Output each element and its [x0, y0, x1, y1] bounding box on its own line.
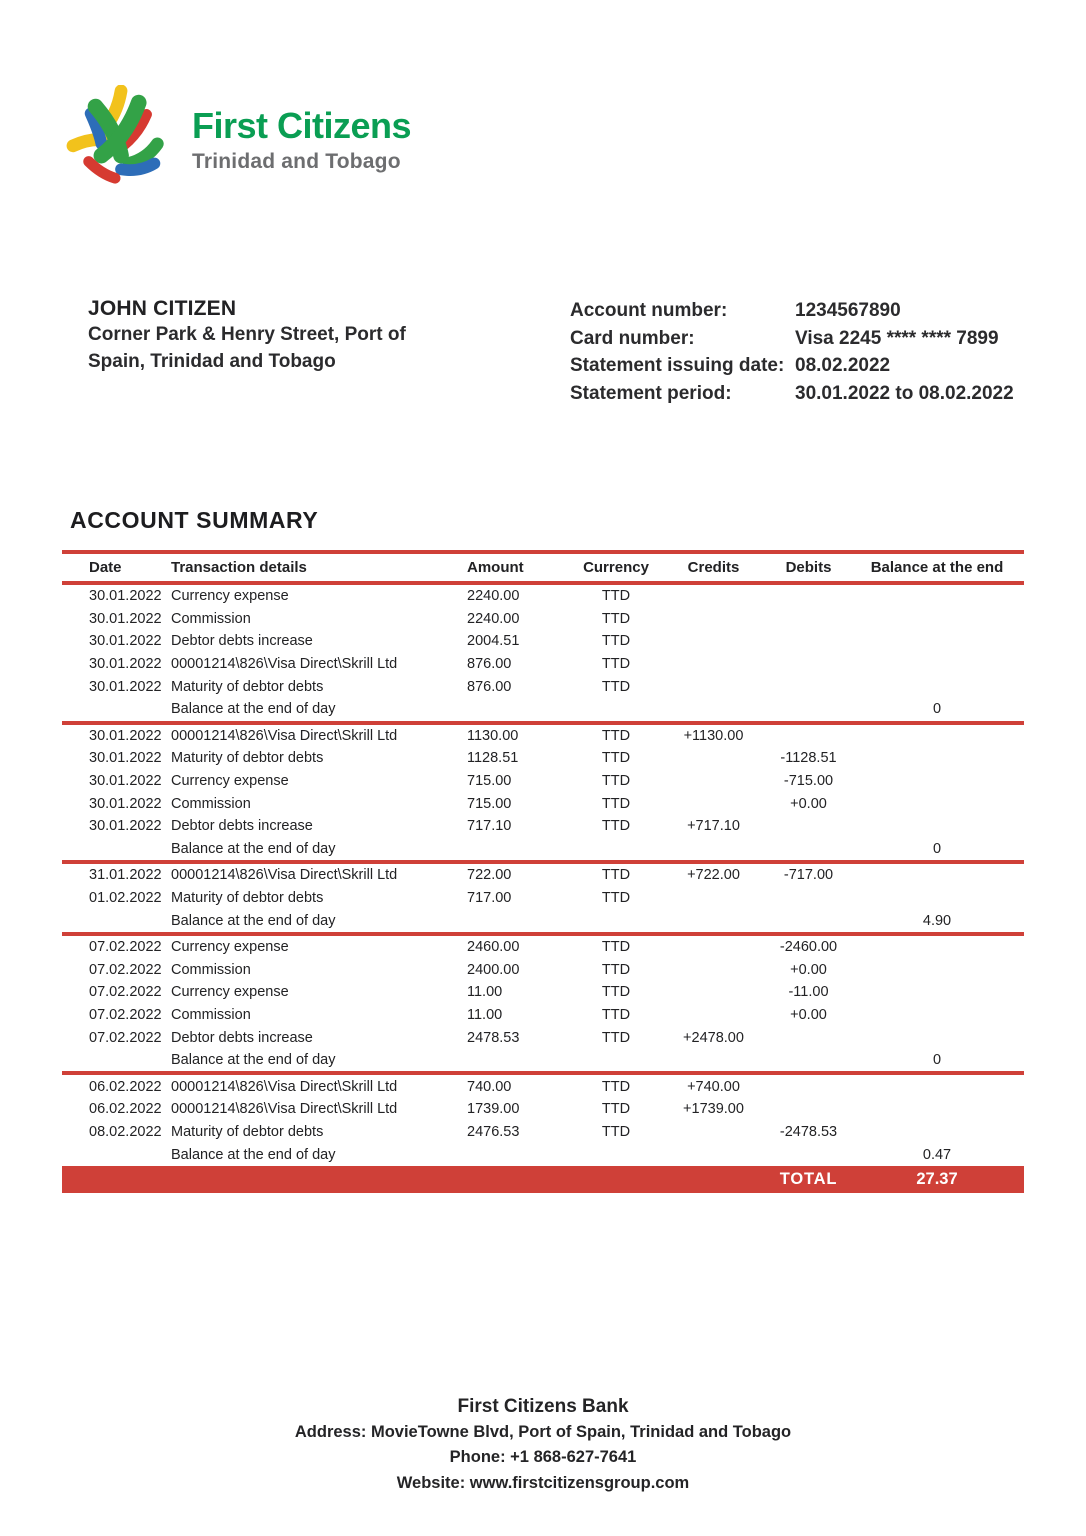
brand-region: Trinidad and Tobago — [192, 150, 401, 173]
transaction-amount: 11.00 — [467, 984, 503, 1001]
balance-row — [62, 1143, 1024, 1166]
transaction-row — [62, 1075, 1024, 1098]
transaction-details: Maturity of debtor debts — [171, 678, 324, 695]
transaction-row — [62, 585, 1024, 608]
total-label: TOTAL — [779, 1169, 838, 1188]
transaction-date: 31.01.2022 — [89, 867, 162, 884]
transaction-date: 07.02.2022 — [89, 1029, 162, 1046]
transaction-details: Commission — [171, 1006, 251, 1023]
col-header-debits: Debits — [785, 559, 832, 576]
balance-value: 0 — [932, 701, 942, 718]
col-header-credits: Credits — [687, 559, 740, 576]
transaction-credits: +740.00 — [687, 1078, 740, 1095]
transaction-amount: 1739.00 — [467, 1101, 520, 1118]
transaction-details: Debtor debts increase — [171, 633, 313, 650]
transaction-row — [62, 675, 1024, 698]
transaction-currency: TTD — [601, 1006, 631, 1023]
transaction-row — [62, 1026, 1024, 1049]
transaction-amount: 722.00 — [467, 867, 512, 884]
card-number-value: Visa 2245 **** **** 7899 — [795, 327, 999, 349]
transaction-date: 30.01.2022 — [89, 818, 162, 835]
transaction-currency: TTD — [601, 890, 631, 907]
transaction-row — [62, 770, 1024, 793]
transaction-amount: 717.00 — [467, 890, 512, 907]
transaction-debits: -2460.00 — [779, 939, 838, 956]
transaction-row — [62, 815, 1024, 838]
transaction-currency: TTD — [601, 773, 631, 790]
transaction-date: 30.01.2022 — [89, 750, 162, 767]
transaction-currency: TTD — [601, 1101, 631, 1118]
customer-name: JOHN CITIZEN — [88, 297, 237, 320]
transaction-row — [62, 1004, 1024, 1027]
transaction-row — [62, 630, 1024, 653]
transaction-date: 30.01.2022 — [89, 656, 162, 673]
footer-address: Address: MovieTowne Blvd, Port of Spain, Trinidad and Tobago — [294, 1422, 792, 1441]
account-number-value: 1234567890 — [795, 300, 901, 321]
transaction-date: 30.01.2022 — [89, 773, 162, 790]
transaction-amount: 2478.53 — [467, 1029, 520, 1046]
transaction-amount: 717.10 — [467, 818, 512, 835]
transaction-details: Debtor debts increase — [171, 818, 313, 835]
transaction-amount: 2004.51 — [467, 633, 520, 650]
transaction-row — [62, 608, 1024, 631]
issuing-date-value: 08.02.2022 — [795, 355, 891, 376]
transaction-amount: 2476.53 — [467, 1123, 520, 1140]
brand-text — [192, 105, 411, 174]
transaction-currency: TTD — [601, 984, 631, 1001]
transaction-details: Debtor debts increase — [171, 1029, 313, 1046]
balance-label: Balance at the end of day — [171, 701, 336, 718]
transaction-date: 30.01.2022 — [89, 633, 162, 650]
transaction-date: 30.01.2022 — [89, 678, 162, 695]
col-header-amount: Amount — [467, 559, 524, 576]
balance-row — [62, 1049, 1024, 1072]
issuing-date-label: Statement issuing date: — [570, 355, 785, 376]
transaction-details: Commission — [171, 961, 251, 978]
transaction-debits: -715.00 — [783, 773, 834, 790]
transaction-credits: +1739.00 — [683, 1101, 744, 1118]
transaction-amount: 2460.00 — [467, 939, 520, 956]
transaction-currency: TTD — [601, 678, 631, 695]
statement-footer — [0, 1393, 1086, 1497]
balance-row — [62, 698, 1024, 721]
balance-value: 0 — [932, 840, 942, 857]
transaction-row — [62, 887, 1024, 910]
transaction-row — [62, 725, 1024, 748]
transaction-amount: 2400.00 — [467, 961, 520, 978]
total-row — [62, 1166, 1024, 1193]
transaction-date: 30.01.2022 — [89, 610, 162, 627]
transaction-debits: -1128.51 — [780, 750, 837, 767]
transaction-debits: +0.00 — [790, 1006, 827, 1023]
transaction-date: 07.02.2022 — [89, 939, 162, 956]
balance-row — [62, 909, 1024, 932]
balance-value: 0.47 — [922, 1146, 952, 1163]
account-number-label: Account number: — [570, 300, 728, 321]
balance-label: Balance at the end of day — [171, 1146, 336, 1163]
account-summary-title: ACCOUNT SUMMARY — [70, 507, 319, 533]
transaction-row — [62, 981, 1024, 1004]
transaction-amount: 715.00 — [467, 795, 512, 812]
transaction-date: 07.02.2022 — [89, 984, 162, 1001]
transaction-amount: 11.00 — [467, 1006, 503, 1023]
transaction-amount: 740.00 — [467, 1078, 512, 1095]
transaction-currency: TTD — [601, 818, 631, 835]
transaction-details: 00001214\826\Visa Direct\Skrill Ltd — [171, 1101, 398, 1118]
col-header-balance: Balance at the end — [870, 559, 1004, 576]
transaction-date: 07.02.2022 — [89, 961, 162, 978]
transaction-row — [62, 936, 1024, 959]
transaction-details: 00001214\826\Visa Direct\Skrill Ltd — [171, 727, 398, 744]
brand-header — [64, 85, 1086, 187]
transaction-credits: +1130.00 — [683, 727, 744, 744]
col-header-details: Transaction details — [171, 559, 307, 576]
transaction-details: Maturity of debtor debts — [171, 890, 324, 907]
total-value: 27.37 — [916, 1169, 958, 1188]
transaction-credits: +717.10 — [687, 818, 740, 835]
transaction-row — [62, 1098, 1024, 1121]
transaction-amount: 876.00 — [467, 656, 512, 673]
account-info-block — [570, 297, 1014, 407]
transaction-details: Currency expense — [171, 773, 289, 790]
transaction-row — [62, 864, 1024, 887]
transaction-details: Currency expense — [171, 939, 289, 956]
customer-address-line1: Corner Park & Henry Street, Port of — [88, 324, 406, 345]
col-header-date: Date — [89, 559, 122, 576]
transaction-details: 00001214\826\Visa Direct\Skrill Ltd — [171, 867, 398, 884]
account-summary-table — [62, 550, 1024, 1193]
customer-address-line2: Spain, Trinidad and Tobago — [88, 351, 336, 372]
footer-bank-name: First Citizens Bank — [457, 1395, 629, 1417]
transaction-amount: 2240.00 — [467, 610, 520, 627]
transaction-details: Maturity of debtor debts — [171, 1123, 324, 1140]
transaction-currency: TTD — [601, 610, 631, 627]
statement-period-value: 30.01.2022 to 08.02.2022 — [795, 382, 1014, 404]
transaction-date: 30.01.2022 — [89, 727, 162, 744]
transaction-details: Commission — [171, 795, 251, 812]
transaction-currency: TTD — [601, 939, 631, 956]
transaction-row — [62, 959, 1024, 982]
transaction-details: Commission — [171, 610, 251, 627]
transaction-row — [62, 747, 1024, 770]
brand-name: First Citizens — [192, 105, 412, 146]
table-body — [62, 585, 1024, 1166]
transaction-currency: TTD — [601, 633, 631, 650]
transaction-currency: TTD — [601, 727, 631, 744]
transaction-date: 06.02.2022 — [89, 1078, 162, 1095]
transaction-currency: TTD — [601, 588, 631, 605]
transaction-amount: 1128.51 — [467, 750, 519, 767]
transaction-currency: TTD — [601, 656, 631, 673]
transaction-debits: +0.00 — [790, 795, 827, 812]
footer-phone: Phone: +1 868-627-7641 — [449, 1448, 637, 1467]
transaction-debits: -11.00 — [788, 984, 829, 1001]
transaction-date: 30.01.2022 — [89, 588, 162, 605]
transaction-date: 01.02.2022 — [89, 890, 162, 907]
balance-value: 4.90 — [922, 912, 952, 929]
transaction-details: Currency expense — [171, 588, 289, 605]
first-citizens-logo-icon — [64, 85, 182, 187]
transaction-date: 07.02.2022 — [89, 1006, 162, 1023]
balance-label: Balance at the end of day — [171, 1052, 336, 1069]
transaction-amount: 876.00 — [467, 678, 512, 695]
transaction-currency: TTD — [601, 1123, 631, 1140]
transaction-currency: TTD — [601, 750, 631, 767]
transaction-currency: TTD — [601, 961, 631, 978]
transaction-amount: 1130.00 — [467, 727, 519, 744]
transaction-currency: TTD — [601, 1029, 631, 1046]
transaction-details: 00001214\826\Visa Direct\Skrill Ltd — [171, 656, 398, 673]
transaction-date: 30.01.2022 — [89, 795, 162, 812]
transaction-debits: +0.00 — [790, 961, 827, 978]
transaction-amount: 2240.00 — [467, 588, 520, 605]
balance-label: Balance at the end of day — [171, 840, 336, 857]
transaction-currency: TTD — [601, 1078, 631, 1095]
transaction-row — [62, 653, 1024, 676]
transaction-details: Maturity of debtor debts — [171, 750, 324, 767]
statement-period-label: Statement period: — [570, 382, 732, 404]
transaction-debits: -717.00 — [783, 867, 834, 884]
card-number-label: Card number: — [570, 327, 695, 349]
balance-label: Balance at the end of day — [171, 912, 336, 929]
transaction-credits: +722.00 — [687, 867, 740, 884]
transaction-details: Currency expense — [171, 984, 289, 1001]
transaction-credits: +2478.00 — [683, 1029, 744, 1046]
transaction-row — [62, 1121, 1024, 1144]
transaction-currency: TTD — [601, 867, 631, 884]
transaction-currency: TTD — [601, 795, 631, 812]
statement-info — [88, 297, 1086, 407]
transaction-debits: -2478.53 — [779, 1123, 838, 1140]
balance-row — [62, 838, 1024, 861]
transaction-row — [62, 792, 1024, 815]
transaction-date: 08.02.2022 — [89, 1123, 162, 1140]
balance-value: 0 — [932, 1052, 942, 1069]
transaction-date: 06.02.2022 — [89, 1101, 162, 1118]
table-header-row — [62, 554, 1024, 581]
customer-block — [88, 297, 570, 407]
col-header-currency: Currency — [583, 559, 649, 576]
transaction-amount: 715.00 — [467, 773, 512, 790]
footer-website: Website: www.firstcitizensgroup.com — [396, 1473, 690, 1492]
transaction-details: 00001214\826\Visa Direct\Skrill Ltd — [171, 1078, 398, 1095]
